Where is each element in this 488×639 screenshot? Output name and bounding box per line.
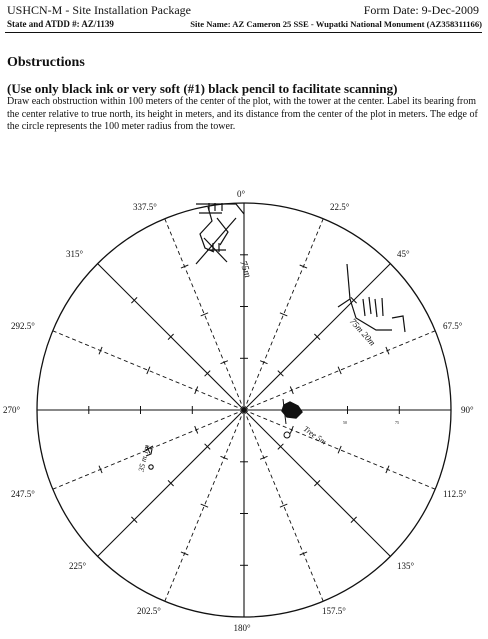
east-obstruction-note: Tree 5m (301, 424, 329, 447)
form-date: Form Date: 9-Dec-2009 (363, 3, 479, 17)
bearing-label-135: 135° (397, 561, 415, 571)
bearing-label-247-5: 247.5° (11, 489, 35, 499)
instructions: Draw each obstruction within 100 meters of the center of the plot, with the tower at the center. Label its bearing from the center relative to true north, its height in meters, and its distance from the center of the plot in meters. The edge of the circle represents the 100 meter radius from the tower. (7, 96, 478, 133)
site-name-value: AZ Cameron 25 SSE - Wupatki National Monument (AZ358311166) (232, 19, 482, 29)
state-atdd-label: State and ATDD #: (7, 19, 80, 29)
north-obstruction-note: 75m (237, 259, 253, 280)
bearing-label-112-5: 112.5° (443, 489, 467, 499)
bearing-label-337-5: 337.5° (133, 202, 157, 212)
bearing-label-157-5: 157.5° (322, 606, 346, 616)
scale-mark-75: 75 (395, 420, 399, 425)
subheading: (Use only black ink or very soft (#1) black pencil to facilitate scanning) (7, 81, 398, 96)
bearing-label-45: 45° (397, 249, 410, 259)
north-obstruction-sketch (196, 203, 244, 264)
bearing-label-202-5: 202.5° (137, 606, 161, 616)
form-title: USHCN-M - Site Installation Package (7, 3, 191, 17)
southwest-obstruction-note: 35 m 1m (136, 443, 152, 473)
distance-tick-292-5-2 (147, 367, 150, 374)
bearing-label-180: 180° (233, 623, 251, 633)
distance-tick-112-5-2 (338, 446, 341, 453)
east-obstruction-sketch (282, 399, 302, 438)
distance-tick-22-5-2 (280, 313, 287, 316)
bearing-label-67-5: 67.5° (443, 321, 463, 331)
state-atdd-value: AZ/1139 (81, 19, 114, 29)
bearing-label-0: 0° (236, 189, 246, 199)
distance-tick-337-5-2 (201, 313, 208, 316)
bearing-label-270: 270° (3, 405, 21, 415)
distance-tick-67-5-2 (338, 367, 341, 374)
northeast-obstruction-note: 75m 20m (347, 316, 378, 348)
section-title: Obstructions (7, 55, 85, 70)
scale-mark-50: 50 (343, 420, 347, 425)
bearing-label-225: 225° (69, 561, 87, 571)
bearing-label-90: 90° (461, 405, 474, 415)
bearing-label-315: 315° (66, 249, 84, 259)
distance-tick-202-5-2 (201, 504, 208, 507)
bearing-label-292-5: 292.5° (11, 321, 35, 331)
distance-tick-157-5-2 (280, 504, 287, 507)
site-name-label: Site Name: (190, 19, 231, 29)
bearing-label-22-5: 22.5° (330, 202, 350, 212)
